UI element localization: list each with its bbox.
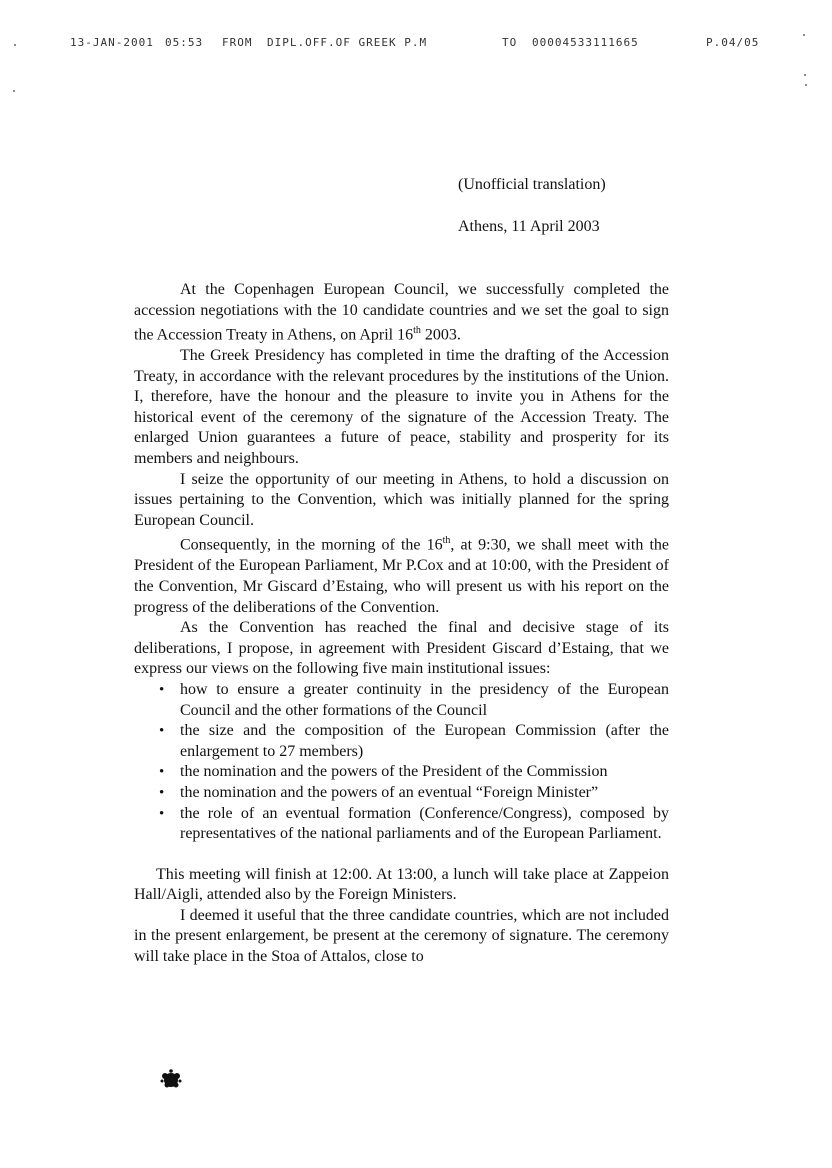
scan-speck <box>805 84 807 86</box>
paragraph-lunch: This meeting will finish at 12:00. At 13:00, a lunch will take place at Zappeion Hall/Aigli, attended also by the Foreign Ministers. <box>134 865 669 904</box>
list-item: • the nomination and the powers of the President of the Commission <box>180 762 669 783</box>
institutional-issues-list <box>134 680 669 845</box>
fax-time: 05:53 <box>165 36 204 49</box>
list-item: • how to ensure a greater continuity in the presidency of the European Council and the other formations of the Council <box>180 680 669 721</box>
paragraph-schedule: Consequently, in the morning of the 16th, at 9:30, we shall meet with the President of the European Parliament, Mr P.Cox and at 10:00, with the President of the Convention, Mr Giscard d’Estaing, who will present us with his report on the progress of the deliberations of the Convention. <box>134 535 669 616</box>
scan-speck <box>804 74 806 76</box>
fax-from-label: FROM <box>222 36 253 49</box>
paragraph-ceremony: I deemed it useful that the three candidate countries, which are not included in the present enlargement, be present at the ceremony of signature. The ceremony will take place in the Stoa of Attalos, close to <box>134 906 669 966</box>
scan-speck <box>13 90 15 92</box>
ink-blot-mark <box>158 1068 184 1090</box>
paragraph-copenhagen: At the Copenhagen European Council, we successfully completed the accession negotiations with the 10 candidate countries and we set the goal to sign the Accession Treaty in Athens, on April 16th 2003. <box>134 281 669 344</box>
scan-speck <box>803 34 805 36</box>
paragraph-spacer <box>134 845 669 865</box>
fax-date: 13-JAN-2001 <box>70 36 154 49</box>
scan-speck <box>14 44 16 46</box>
fax-recipient-number: 00004533111665 <box>532 36 639 49</box>
place-and-date: Athens, 11 April 2003 <box>458 218 600 235</box>
fax-page-number: P.04/05 <box>706 36 760 49</box>
paragraph-proposal: As the Convention has reached the final and decisive stage of its deliberations, I propose, in agreement with President Giscard d’Estaing, that we express our views on the following five main institutional issues: <box>134 619 669 678</box>
list-item: • the nomination and the powers of an eventual “Foreign Minister” <box>180 783 669 804</box>
paragraph-convention: I seize the opportunity of our meeting in Athens, to hold a discussion on issues pertaining to the Convention, which was initially planned for the spring European Council. <box>134 470 669 529</box>
paragraph-invitation: The Greek Presidency has completed in time the drafting of the Accession Treaty, in accordance with the relevant procedures by the institutions of the Union. I, therefore, have the honour and the pleasure to invite you in Athens for the historical event of the ceremony of the signature of the Accession Treaty. The enlarged Union guarantees a future of peace, stability and prosperity for its members and neighbours. <box>134 347 669 468</box>
fax-to-label: TO <box>502 36 518 49</box>
letter-body <box>134 280 669 968</box>
fax-sender: DIPL.OFF.OF GREEK P.M <box>267 36 428 49</box>
list-item: • the size and the composition of the European Commission (after the enlargement to 27 members) <box>180 721 669 762</box>
translation-note: (Unofficial translation) <box>458 176 606 193</box>
list-item: • the role of an eventual formation (Conference/Congress), composed by representatives of the national parliaments and of the European Parliament. <box>180 804 669 845</box>
